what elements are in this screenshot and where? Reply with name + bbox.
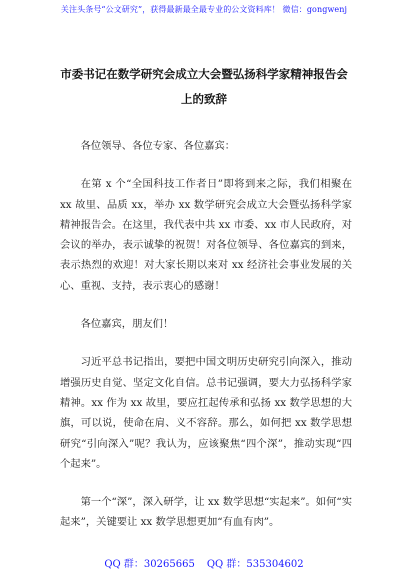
document-body: [60, 136, 352, 533]
header-banner: 关注头条号“公文研究”，获得最新最全最专业的公文资料库！ 微信：gongwenj: [60, 5, 348, 14]
document-title: [56, 62, 352, 112]
footer-qq-group-1: QQ 群：30265665: [104, 559, 195, 570]
footer-qq-group-2: QQ 群：535304602: [206, 559, 304, 570]
paragraph-1: 在第 x 个“全国科技工作者日”即将到来之际，我们相聚在 xx 故里、品质 xx，举办 xx 数学研究会成立大会暨弘扬科学家精神报告会。在这里，我代表中共 xx 市委、xx 市人民政府，对会议的举办，表示诚挚的祝贺！对各位领导、各位嘉宾的到来，表示热烈的欢迎！对大家长期以来对 xx 经济社会事业发展的关心、重视、支持，表示衷心的感谢！: [60, 178, 352, 292]
paragraph-3: 习近平总书记指出，要把中国文明历史研究引向深入，推动增强历史自觉、坚定文化自信。总书记强调，要大力弘扬科学家精神。xx 作为 xx 故里，要应扛起传承和弘扬 xx 数学思想的大旗，可以说，使命在肩、义不容辞。那么，如何把 xx 数学思想研究“引向深入”呢？我认为，应该聚焦“四个深”，推动实现“四个起来”。: [60, 356, 352, 470]
title-line-1: 市委书记在数学研究会成立大会暨弘扬科学家精神报告会: [60, 67, 348, 81]
title-line-2: 上的致辞: [181, 92, 227, 106]
paragraph-2: 各位嘉宾，朋友们！: [80, 318, 174, 331]
paragraph-4: 第一个“深”，深入研学，让 xx 数学思想“实起来”。如何“实起来”，关键要让 xx 数学思想更加“有血有肉”。: [60, 496, 352, 529]
salutation: 各位领导、各位专家、各位嘉宾：: [80, 140, 236, 152]
footer: [0, 555, 408, 570]
